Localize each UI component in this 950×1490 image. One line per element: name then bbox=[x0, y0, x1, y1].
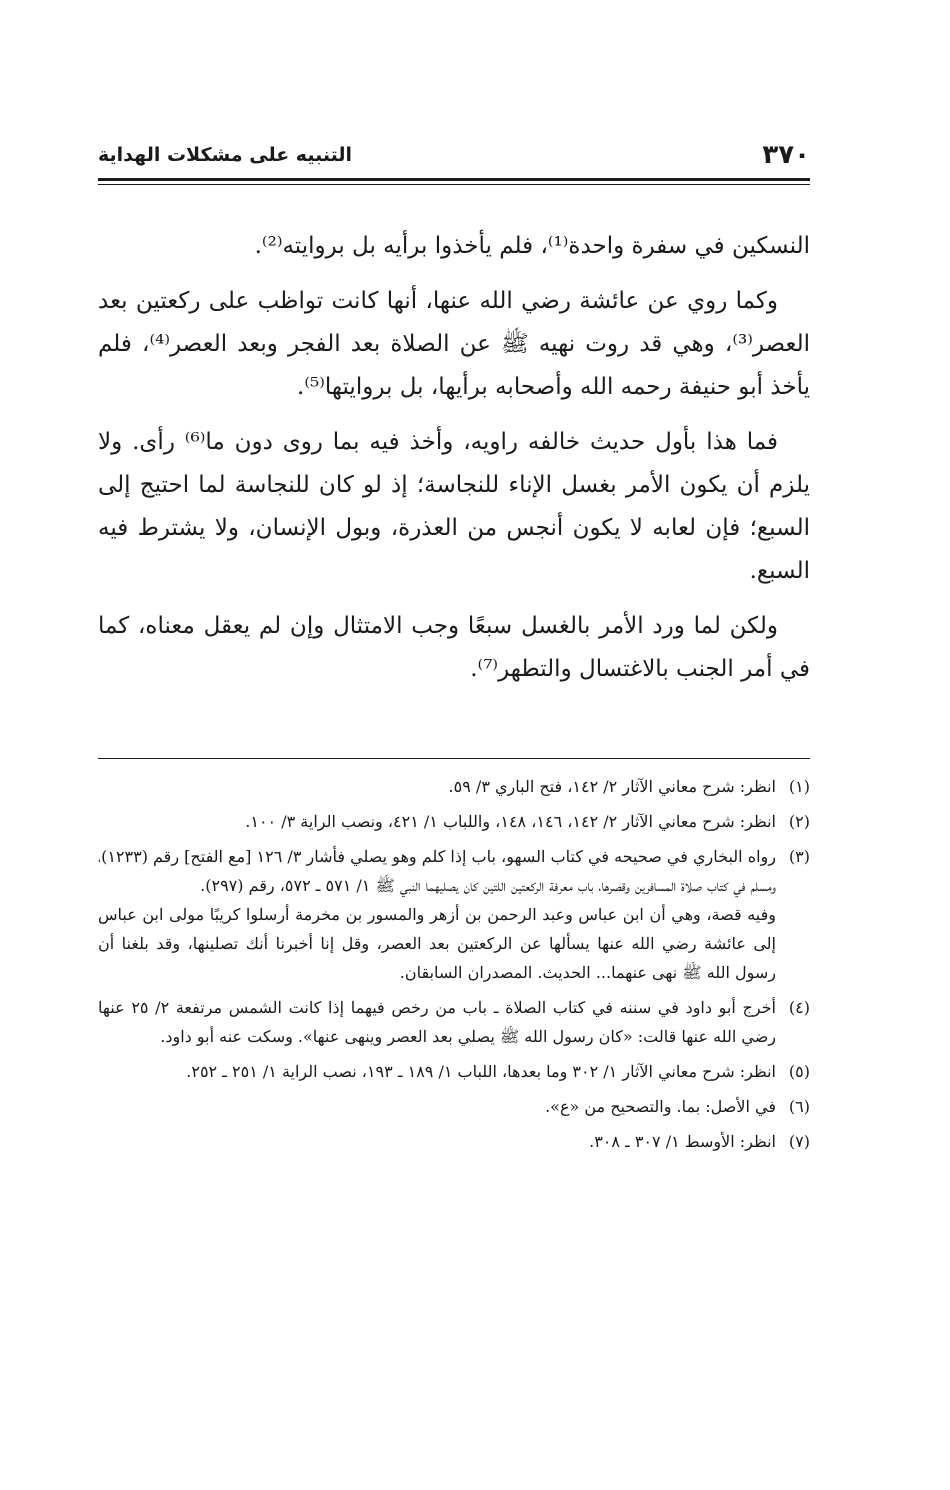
footnote-2 bbox=[98, 807, 810, 836]
footnotes bbox=[98, 772, 810, 1162]
paragraph-1: النسكين في سفرة واحدة⁽¹⁾، فلم يأخذوا برأيه بل بروايته⁽²⁾. bbox=[254, 233, 810, 259]
page-number: ٣٧٠ bbox=[762, 140, 810, 170]
footnote-7 bbox=[98, 1127, 810, 1156]
footnote-number: (٢) bbox=[788, 812, 810, 831]
footnote-text: انظر: الأوسط ١/ ٣٠٧ ـ ٣٠٨. bbox=[589, 1132, 776, 1151]
running-header bbox=[98, 140, 810, 172]
paragraph-3: فما هذا بأول حديث خالفه راويه، وأخذ فيه بما روى دون ما⁽⁶⁾ رأى. ولا يلزم أن يكون الأمر بغسل الإناء للنجاسة؛ إذ لو كان للنجاسة لما احتيج إلى السبع؛ فإن لعابه لا يكون أنجس من العذرة، وبول الإنسان، ولا يشترط فيه السبع. bbox=[98, 429, 810, 584]
footnote-text-group bbox=[98, 842, 776, 987]
header-rule-thick bbox=[98, 178, 810, 181]
book-page bbox=[98, 0, 810, 1490]
footnote-text: أخرج أبو داود في سننه في كتاب الصلاة ـ باب من رخص فيهما إذا كانت الشمس مرتفعة ٢/ ٢٥ عنها رضي الله عنها قالت: «كان رسول الله ﷺ يصلي بعد العصر وينهى عنها». وسكت عنه أبو داود. bbox=[98, 998, 777, 1046]
header-rule-thin bbox=[98, 184, 810, 185]
footnote-number: (٤) bbox=[788, 998, 810, 1017]
footnote-6 bbox=[98, 1092, 810, 1121]
main-text bbox=[98, 225, 810, 703]
footnote-5 bbox=[98, 1057, 810, 1086]
paragraph-4: ولكن لما ورد الأمر بالغسل سبعًا وجب الامتثال وإن لم يعقل معناه، كما في أمر الجنب بالاغتسال والتطهر⁽⁷⁾. bbox=[98, 613, 810, 682]
footnote-separator bbox=[98, 758, 810, 759]
footnote-text: انظر: شرح معاني الآثار ٢/ ١٤٢، فتح الباري ٣/ ٥٩. bbox=[448, 777, 776, 796]
book-title: التنبيه على مشكلات الهداية bbox=[98, 144, 352, 166]
footnote-number: (٥) bbox=[788, 1062, 810, 1081]
footnote-number: (٧) bbox=[788, 1132, 810, 1151]
footnote-number: (١) bbox=[788, 777, 810, 796]
footnote-4 bbox=[98, 993, 810, 1051]
footnote-1 bbox=[98, 772, 810, 801]
footnote-text: في الأصل: بما. والتصحيح من «ع». bbox=[545, 1097, 776, 1116]
footnote-number: (٣) bbox=[788, 847, 810, 866]
footnote-text: انظر: شرح معاني الآثار ٢/ ١٤٢، ١٤٦، ١٤٨، واللباب ١/ ٤٢١، ونصب الراية ٣/ ١٠٠. bbox=[245, 812, 776, 831]
footnote-text: انظر: شرح معاني الآثار ١/ ٣٠٢ وما بعدها، اللباب ١/ ١٨٩ ـ ١٩٣، نصب الراية ١/ ٢٥١ ـ ٢٥٢. bbox=[186, 1062, 776, 1081]
footnote-text: رواه البخاري في صحيحه في كتاب السهو، باب إذا كلم وهو يصلي فأشار ٣/ ١٢٦ [مع الفتح] رقم (١٢٣٣)، ومسلم في كتاب صلاة المسافرين وقصرها، باب معرفة الركعتين اللتين كان يصليهما النبي ﷺ ١/ ٥٧١ ـ ٥٧٢، رقم (٢٩٧). bbox=[98, 847, 776, 895]
footnote-3 bbox=[98, 842, 810, 987]
footnote-number: (٦) bbox=[788, 1097, 810, 1116]
paragraph-2: وكما روي عن عائشة رضي الله عنها، أنها كانت تواظب على ركعتين بعد العصر⁽³⁾، وهي قد روت نهيه ﷺ عن الصلاة بعد الفجر وبعد العصر⁽⁴⁾، فلم يأخذ أبو حنيفة رحمه الله وأصحابه برأيها، بل بروايتها⁽⁵⁾. bbox=[98, 288, 810, 400]
footnote-continuation: وفيه قصة، وهي أن ابن عباس وعبد الرحمن بن أزهر والمسور بن مخرمة أرسلوا كريبًا مولى ابن عباس إلى عائشة رضي الله عنها يسألها عن الركعتين بعد العصر، وقل إنا أخبرنا أنك تصلينها، وقد بلغنا أن رسول الله ﷺ نهى عنهما... الحديث. المصدران السابقان. bbox=[98, 905, 777, 982]
